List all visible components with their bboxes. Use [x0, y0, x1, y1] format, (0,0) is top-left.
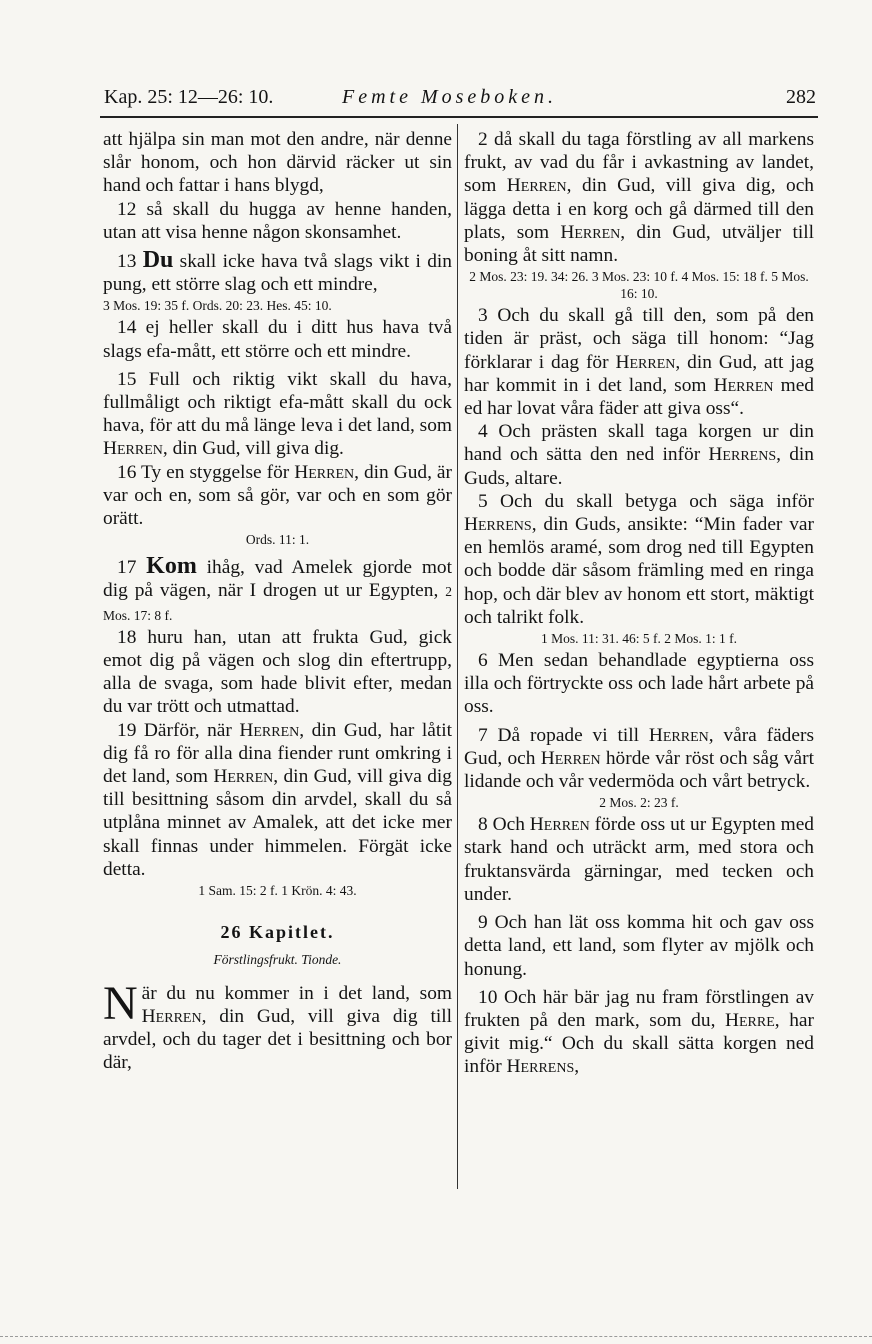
- verse-12: 12 så skall du hugga av henne handen, utan att visa henne någon skonsamhet.: [103, 198, 452, 243]
- verse-9: 9 Och han lät oss komma hit och gav oss detta land, ett land, som flyter av mjölk och honung.: [464, 912, 814, 980]
- verse-13: 13 Du skall icke hava två slags vikt i din pung, ett större slag och ett mindre,: [103, 247, 452, 296]
- right-column: [464, 128, 814, 1079]
- cross-reference: 1 Sam. 15: 2 f. 1 Krön. 4: 43.: [198, 883, 357, 899]
- verse-16: 16 Ty en styggelse för Herren, din Gud, är var och en, som så gör, var och en som gör orätt.: [103, 461, 452, 530]
- verse-6: 6 Men sedan behandlade egyptierna oss illa och förtryckte oss och lade hårt arbete på oss.: [464, 650, 814, 718]
- running-header: [100, 86, 818, 116]
- verse-8: 8 Och Herren förde oss ut ur Egypten med stark hand och uträckt arm, med stora och fruktansvärda gärningar, med tecken och under.: [464, 814, 814, 905]
- chapter-subtitle: Förstlingsfrukt. Tionde.: [213, 952, 342, 968]
- chapter-title: 26 Kapitlet.: [220, 922, 335, 943]
- book-title: Femte Moseboken.: [342, 86, 558, 108]
- column-divider: [457, 124, 458, 1189]
- page-number: 282: [786, 86, 816, 108]
- cross-reference: 3 Mos. 19: 35 f. Ords. 20: 23. Hes. 45: 10.: [103, 298, 332, 314]
- verse-13-initial: Du: [142, 247, 174, 274]
- cross-reference: 2 Mos. 23: 19. 34: 26. 3 Mos. 23: 10 f. 4 Mos. 15: 18 f. 5 Mos. 16: 10.: [469, 269, 809, 302]
- verse-10: 10 Och här bär jag nu fram förstlingen av frukten på den mark, som du, Herre, har givit mig.“ Och du skall sätta korgen ned inför Herrens,: [464, 986, 814, 1078]
- verse-5: 5 Och du skall betyga och säga inför Herrens, din Guds, ansikte: “Min fader var en hemlös aramé, som drog ned till Egypten och bodde där såsom främling med en ringa hop, och där blev av honom ett stort, mäktigt och talrikt folk.: [464, 490, 814, 628]
- cross-reference: 2 Mos. 2: 23 f.: [599, 795, 679, 811]
- cross-reference: 1 Mos. 11: 31. 46: 5 f. 2 Mos. 1: 1 f.: [540, 631, 737, 647]
- verse-17-initial: Kom: [146, 553, 197, 580]
- verse-continuation: att hjälpa sin man mot den andre, när denne slår honom, och hon därvid räcker ut sin hand och fattar i hans blygd,: [103, 129, 452, 197]
- verse-3: 3 Och du skall gå till den, som på den tiden är präst, och säga till honom: “Jag förklarar i dag för Herren, din Gud, att jag har kommit in i det land, som Herren med ed har lovat våra fäder att giva oss“.: [464, 305, 814, 420]
- verse-15: 15 Full och riktig vikt skall du hava, fullmåligt och riktigt efa-mått skall du ock hava, för att du må länge leva i det land, som Herren, din Gud, vill giva dig.: [103, 368, 452, 460]
- chapter-reference: Kap. 25: 12—26: 10.: [104, 86, 274, 108]
- verse-7: 7 Då ropade vi till Herren, våra fäders Gud, och Herren hörde vår röst och såg vårt lidande och vår vedermöda och vårt betryck.: [464, 724, 815, 793]
- verse-19: 19 Därför, när Herren, din Gud, har låtit dig få ro för alla dina fiender runt omkring i det land, som Herren, din Gud, vill giva dig till besittning såsom din arvdel, skall du så utplåna minnet av Amalek, att det icke mer skall finnas under himmelen. Förgät icke detta.: [103, 719, 452, 880]
- page-bottom-edge: [0, 1336, 872, 1338]
- cross-reference: 2 Mos. 17: 8 f.: [103, 584, 452, 623]
- verse-4: 4 Och prästen skall taga korgen ur din hand och sätta den ned inför Herrens, din Guds, altare.: [464, 421, 814, 489]
- header-rule: [100, 116, 818, 118]
- drop-cap: N: [103, 976, 138, 1030]
- verse-2: 2 då skall du taga förstling av all markens frukt, av vad du får i avkastning av landet, som Herren, din Gud, vill giva dig, och lägga detta i en korg och gå därmed till den plats, som Herren, din Gud, utväljer till boning åt sitt namn.: [464, 129, 814, 267]
- verse-14: 14 ej heller skall du i ditt hus hava två slags efa-mått, ett större och ett mindre.: [103, 317, 452, 362]
- verse-1: När du nu kommer in i det land, som Herren, din Gud, vill giva dig till arvdel, och du tager det i besittning och bor där,: [103, 976, 452, 1074]
- cross-reference: Ords. 11: 1.: [245, 532, 310, 548]
- verse-18: 18 huru han, utan att frukta Gud, gick emot dig på vägen och slog din eftertrupp, alla de svaga, som hade blivit efter, medan du var trött och utmattad.: [103, 626, 452, 718]
- verse-17: 17 Kom ihåg, vad Amelek gjorde mot dig på vägen, när I drogen ut ur Egypten, 2 Mos. 17: 8 f.: [103, 553, 452, 623]
- left-column: [103, 128, 452, 1074]
